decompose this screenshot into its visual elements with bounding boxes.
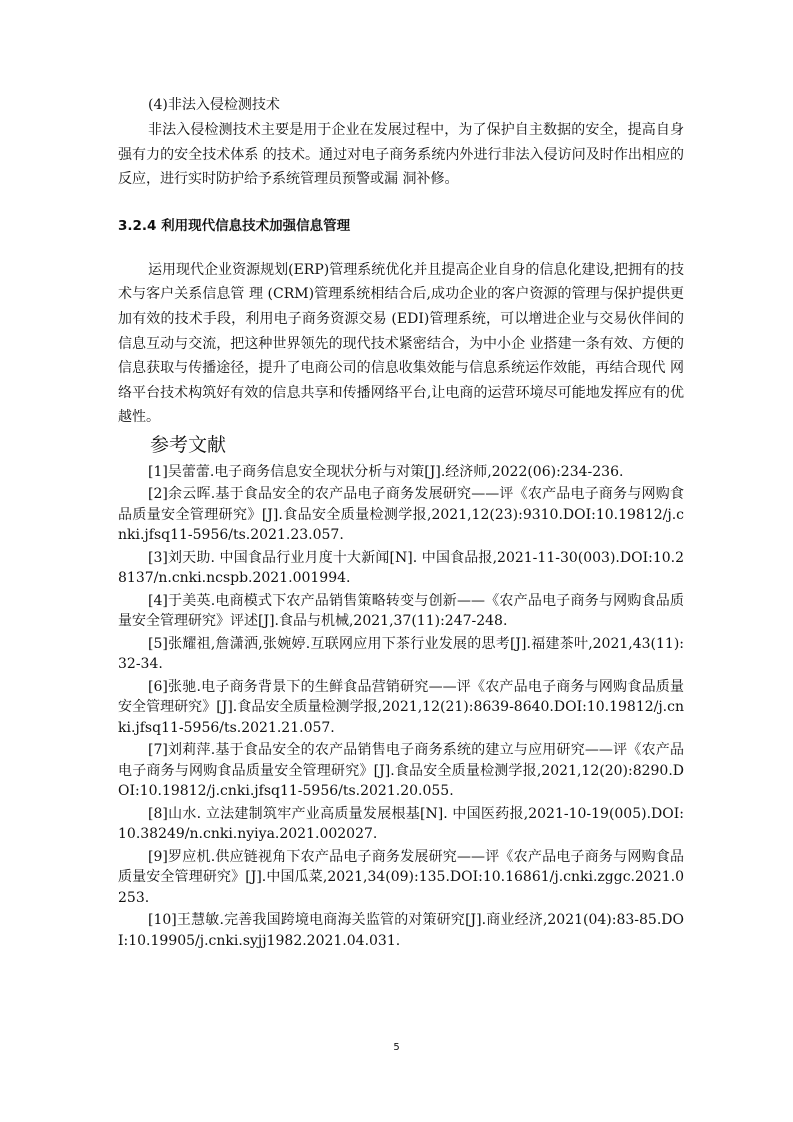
reference-item: [1]吴蕾蕾.电子商务信息安全现状分析与对策[J].经济师,2022(06):234-236. (148, 463, 624, 480)
reference-item: [3]刘天助. 中国食品行业月度十大新闻[N]. 中国食品报,2021-11-30(003).DOI:10.28137/n.cnki.ncspb.2021.001994. (118, 549, 684, 587)
page-number: 5 (393, 1042, 400, 1053)
section-heading: 3.2.4 利用现代信息技术加强信息管理 (118, 217, 351, 234)
page-content (118, 93, 684, 953)
subsection-heading: (4)非法入侵检测技术 (148, 97, 280, 113)
reference-item: [8]山水. 立法建制筑牢产业高质量发展根基[N]. 中国医药报,2021-10-19(005).DOI:10.38249/n.cnki.nyiya.2021.002027. (118, 805, 684, 843)
reference-item: [2]余云晖.基于食品安全的农产品电子商务发展研究——评《农产品电子商务与网购食品质量安全管理研究》[J].食品安全质量检测学报,2021,12(23):9310.DOI:10.19812/j.cnki.jfsq11-5956/ts.2021.23.057. (118, 486, 684, 544)
reference-item: [6]张驰.电子商务背景下的生鲜食品营销研究——评《农产品电子商务与网购食品质量安全管理研究》[J].食品安全质量检测学报,2021,12(21):8639-8640.DOI:10.19812/j.cnki.jfsq11-5956/ts.2021.21.057. (118, 678, 684, 736)
references-list (118, 462, 684, 952)
subsection-paragraph: 非法入侵检测技术主要是用于企业在发展过程中，为了保护自主数据的安全，提高自身强有力的安全技术体系 的技术。通过对电子商务系统内外进行非法入侵访问及时作出相应的反应，进行实时防护给予系统管理员预警或漏 洞补修。 (118, 122, 684, 188)
reference-item: [10]王慧敏.完善我国跨境电商海关监管的对策研究[J].商业经济,2021(04):83-85.DOI:10.19905/j.cnki.syjj1982.2021.04.031. (118, 912, 684, 949)
section-paragraph: 运用现代企业资源规划(ERP)管理系统优化并且提高企业自身的信息化建设,把拥有的技术与客户关系信息管 理 (CRM)管理系统相结合后,成功企业的客户资源的管理与保护提供更加有效的技术手段，利用电子商务资源交易 (EDI)管理系统，可以增进企业与交易伙伴间的信息互动与交流，把这种世界领先的现代技术紧密结合，为中小企 业搭建一条有效、方便的信息获取与传播途径，提升了电商公司的信息收集效能与信息系统运作效能，再结合现代 网络平台技术构筑好有效的信息共享和传播网络平台,让电商的运营环境尽可能地发挥应有的优越性。 (118, 261, 684, 426)
reference-item: [4]于美英.电商模式下农产品销售策略转变与创新——《农产品电子商务与网购食品质量安全管理研究》评述[J].食品与机械,2021,37(11):247-248. (118, 592, 684, 630)
reference-item: [5]张耀祖,詹潇洒,张婉婷.互联网应用下茶行业发展的思考[J].福建茶叶,2021,43(11):32-34. (118, 635, 684, 673)
reference-item: [9]罗应机.供应链视角下农产品电子商务发展研究——评《农产品电子商务与网购食品质量安全管理研究》[J].中国瓜菜,2021,34(09):135.DOI:10.16861/j.cnki.zggc.2021.0253. (118, 848, 684, 906)
reference-item: [7]刘莉萍.基于食品安全的农产品销售电子商务系统的建立与应用研究——评《农产品电子商务与网购食品质量安全管理研究》[J].食品安全质量检测学报,2021,12(20):8290.DOI:10.19812/j.cnki.jfsq11-5956/ts.2021.20.055. (118, 742, 684, 800)
references-heading: 参考文献 (150, 433, 227, 456)
